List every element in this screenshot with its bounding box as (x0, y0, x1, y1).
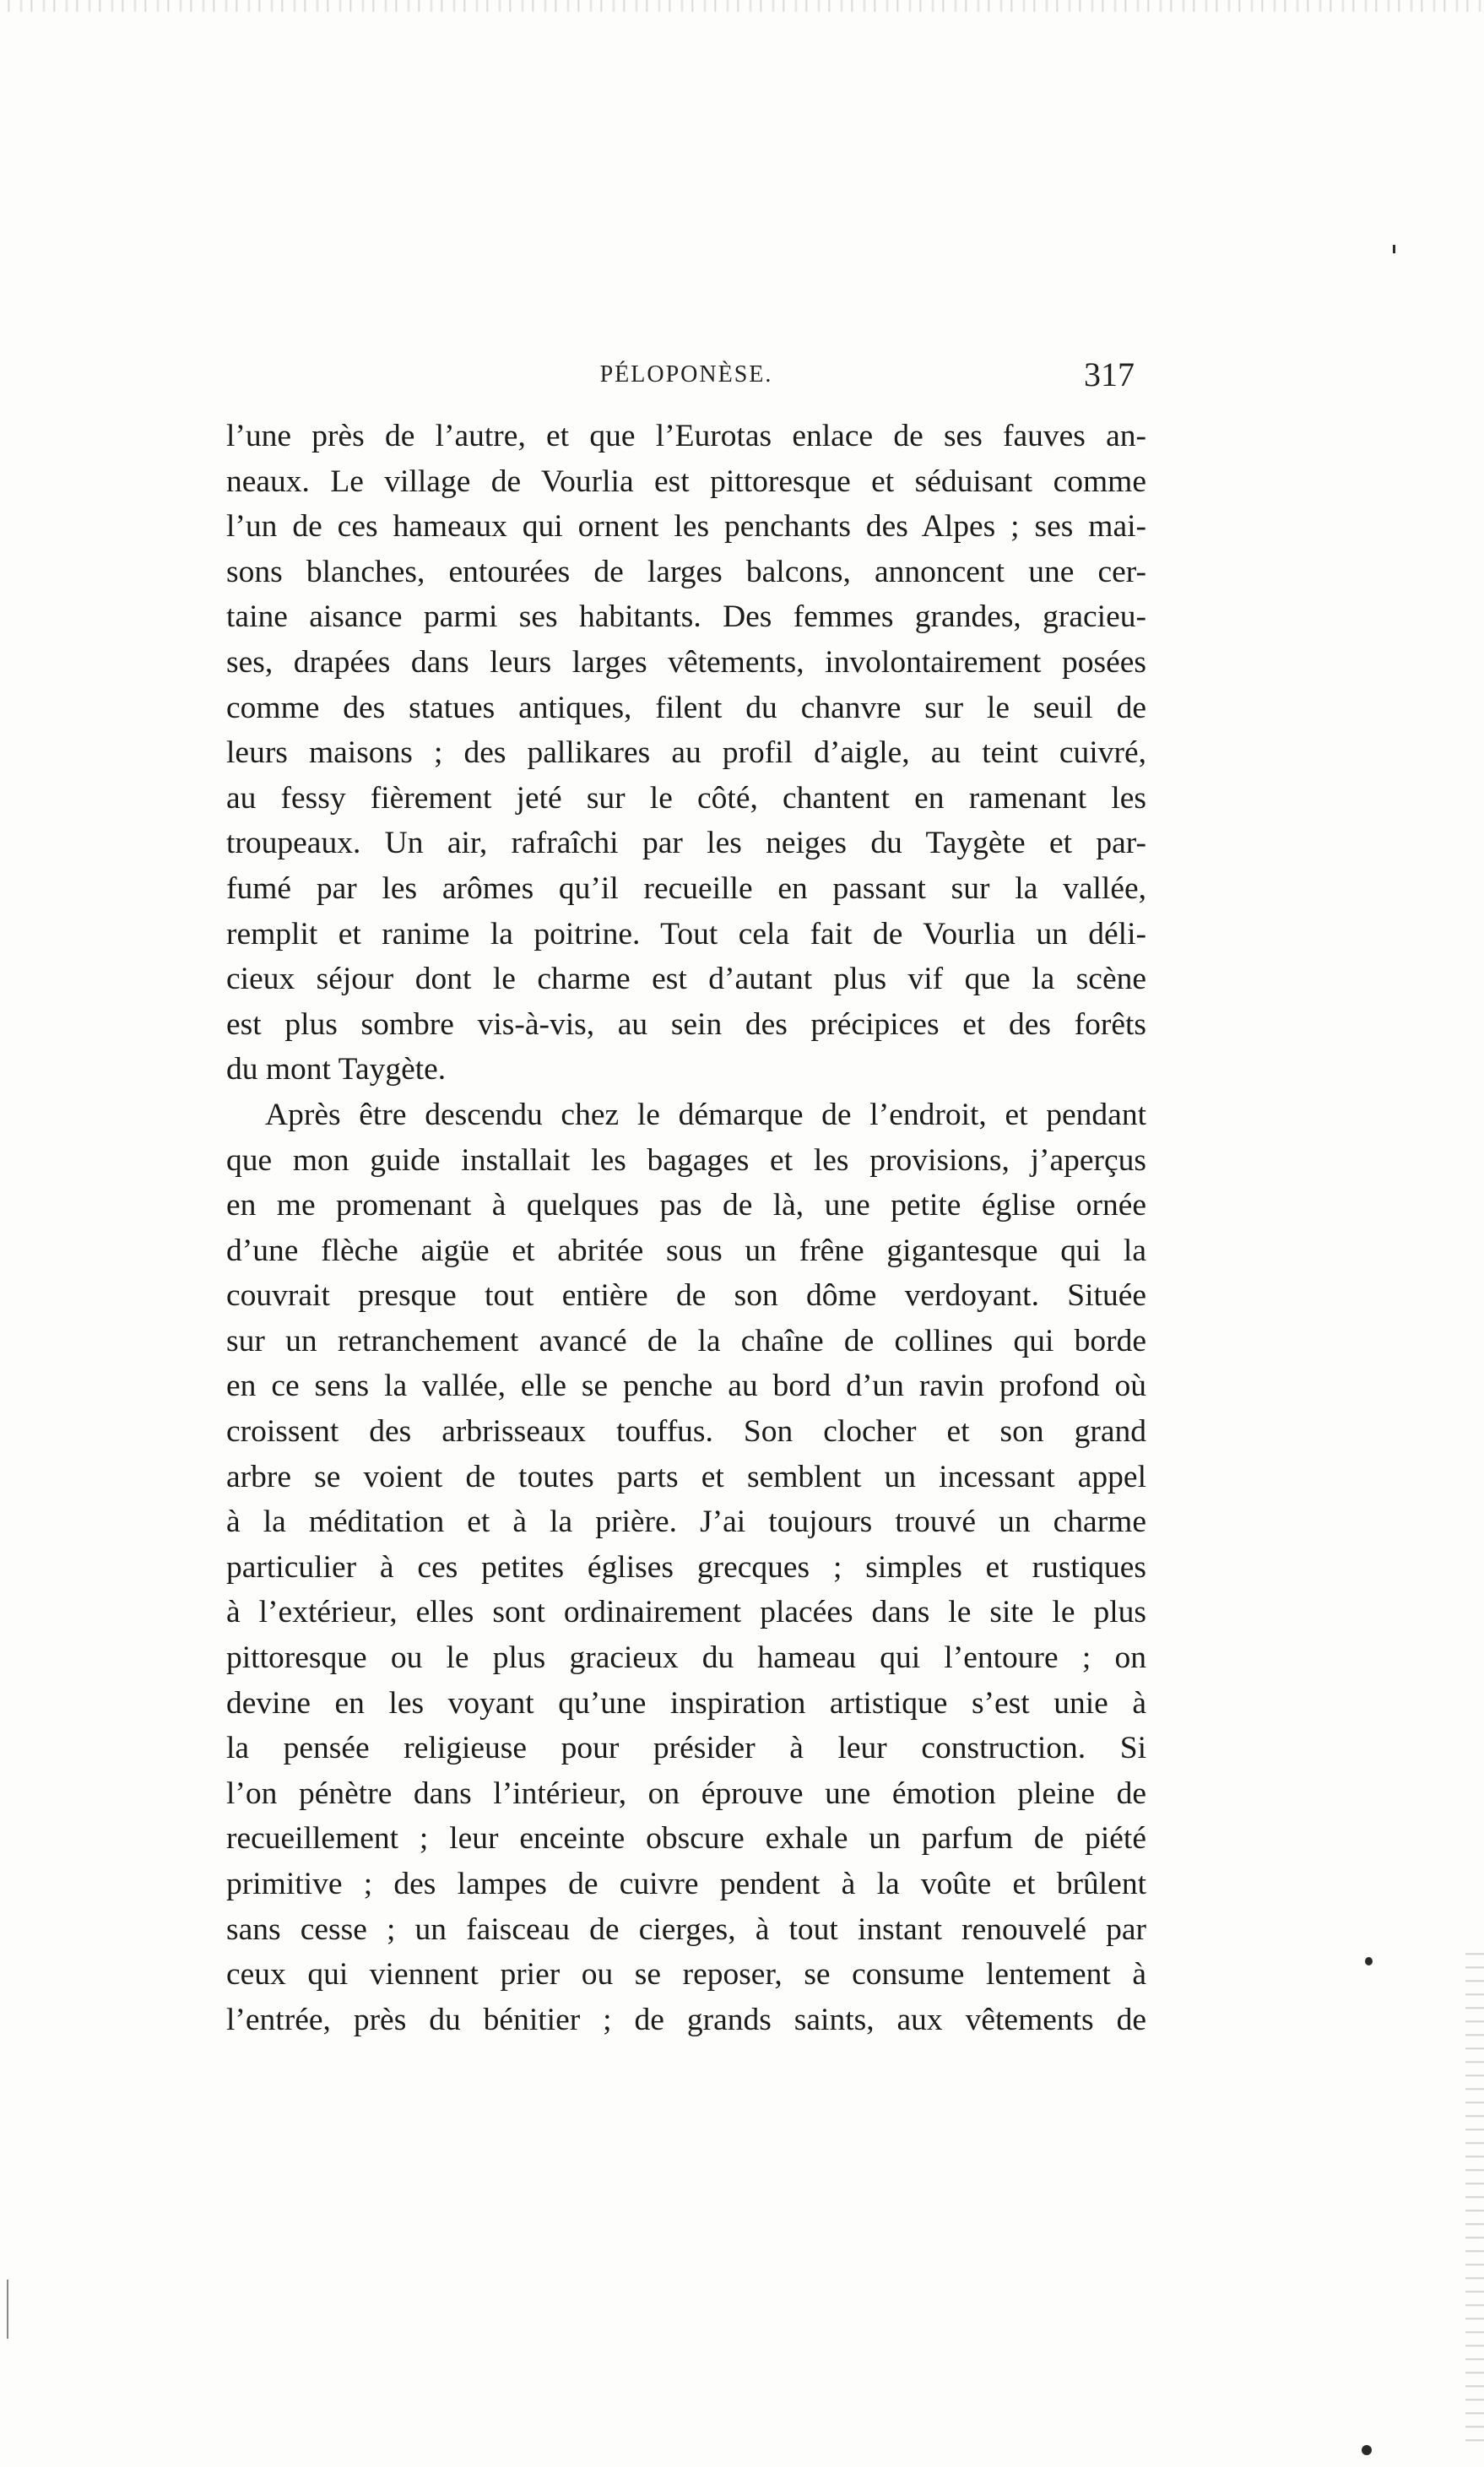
text-line: en me promenant à quelques pas de là, une petite église ornée (226, 1188, 1146, 1223)
text-line: comme des statues antiques, filent du chanvre sur le seuil de (226, 690, 1146, 725)
text-line: sons blanches, entourées de larges balcons, annoncent une cer- (226, 554, 1146, 589)
text-line: arbre se voient de toutes parts et semblent un incessant appel (226, 1459, 1146, 1494)
text-line: sans cesse ; un faisceau de cierges, à tout instant renouvelé par (226, 1911, 1146, 1947)
text-line: Après être descendu chez le démarque de l’endroit, et pendant (265, 1097, 1146, 1132)
paragraph (226, 1093, 1146, 2042)
scan-speck (1393, 245, 1395, 253)
text-line: devine en les voyant qu’une inspiration artistique s’est unie à (226, 1685, 1146, 1721)
text-line: ceux qui viennent prier ou se reposer, se consume lentement à (226, 1957, 1146, 1993)
page-number: 317 (1084, 355, 1135, 393)
running-head: PÉLOPONÈSE. (599, 361, 773, 388)
scan-noise-top (0, 0, 1484, 12)
text-line: taine aisance parmi ses habitants. Des femmes grandes, gracieu- (226, 599, 1146, 635)
text-line: à l’extérieur, elles sont ordinairement placées dans le site le plus (226, 1595, 1146, 1630)
scan-edge-line (7, 2280, 8, 2339)
text-line: neaux. Le village de Vourlia est pittoresque et séduisant comme (226, 464, 1146, 499)
text-line: troupeaux. Un air, rafraîchi par les neiges du Taygète et par- (226, 826, 1146, 861)
text-line: l’une près de l’autre, et que l’Eurotas enlace de ses fauves an- (226, 419, 1146, 453)
text-line: couvrait presque tout entière de son dôme verdoyant. Située (226, 1278, 1146, 1314)
text-line: cieux séjour dont le charme est d’autant plus vif que la scène (226, 962, 1146, 997)
text-line: en ce sens la vallée, elle se penche au bord d’un ravin profond où (226, 1369, 1146, 1404)
text-line: ses, drapées dans leurs larges vêtements, involontairement posées (226, 644, 1146, 680)
scan-speck (1362, 2445, 1372, 2455)
scan-speck (1365, 1957, 1373, 1965)
text-line: croissent des arbrisseaux touffus. Son clocher et son grand (226, 1414, 1146, 1450)
text-line: est plus sombre vis-à-vis, au sein des précipices et des forêts (226, 1006, 1146, 1042)
page-header (226, 355, 1146, 405)
text-line: leurs maisons ; des pallikares au profil d’aigle, au teint cuivré, (226, 735, 1146, 771)
text-line: l’on pénètre dans l’intérieur, on éprouve une émotion pleine de (226, 1776, 1146, 1811)
text-line: sur un retranchement avancé de la chaîne de collines qui borde (226, 1323, 1146, 1358)
text-line: du mont Taygète. (226, 1052, 447, 1087)
text-line: au fessy fièrement jeté sur le côté, chantent en ramenant les (226, 780, 1146, 816)
text-line: la pensée religieuse pour présider à leur construction. Si (226, 1731, 1146, 1766)
text-line: particulier à ces petites églises grecques ; simples et rustiques (226, 1549, 1146, 1585)
text-line: l’entrée, près du bénitier ; de grands saints, aux vêtements de (226, 2002, 1146, 2037)
text-line: primitive ; des lampes de cuivre pendent à la voûte et brûlent (226, 1867, 1146, 1901)
text-line: fumé par les arômes qu’il recueille en passant sur la vallée, (226, 870, 1146, 906)
body-text (226, 414, 1146, 2042)
text-line: l’un de ces hameaux qui ornent les penchants des Alpes ; ses mai- (226, 509, 1146, 545)
text-line: remplit et ranime la poitrine. Tout cela fait de Vourlia un déli- (226, 916, 1146, 952)
text-line: pittoresque ou le plus gracieux du hameau qui l’entoure ; on (226, 1640, 1146, 1676)
text-line: recueillement ; leur enceinte obscure exhale un parfum de piété (226, 1821, 1146, 1857)
paragraph (226, 414, 1146, 1093)
text-line: d’une flèche aigüe et abritée sous un frêne gigantesque qui la (226, 1233, 1146, 1268)
text-line: que mon guide installait les bagages et les provisions, j’aperçus (226, 1142, 1146, 1178)
scan-noise-right (1465, 1942, 1484, 2448)
text-line: à la méditation et à la prière. J’ai toujours trouvé un charme (226, 1505, 1146, 1540)
